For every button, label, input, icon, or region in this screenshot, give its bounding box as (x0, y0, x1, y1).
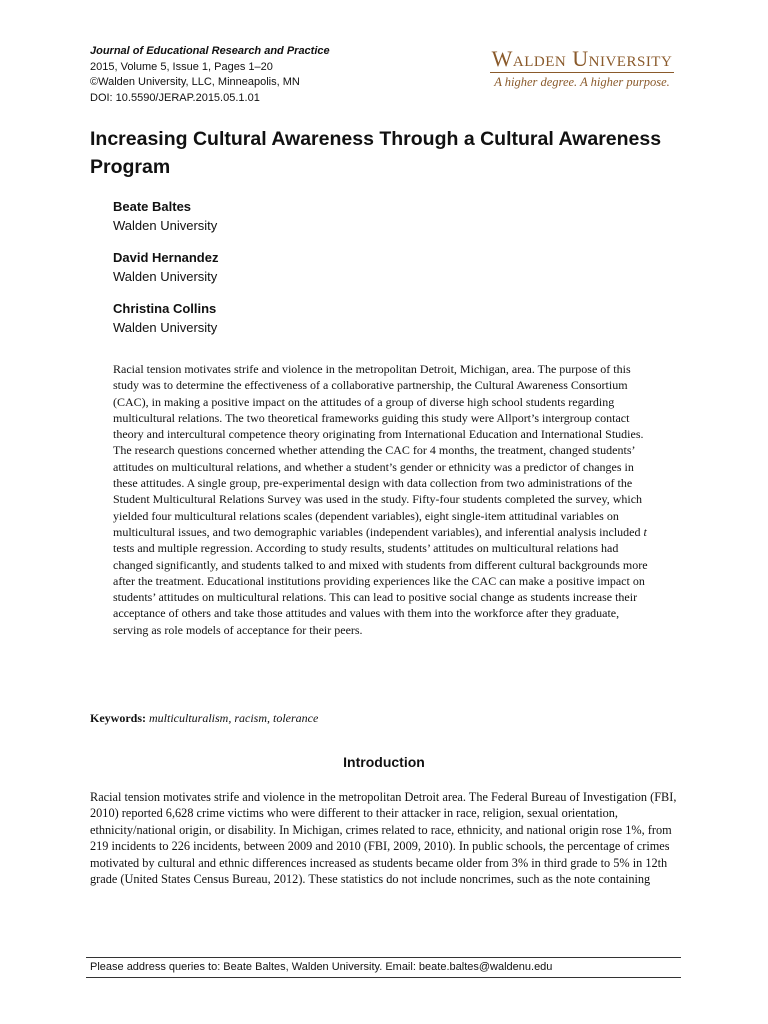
introduction-paragraph: Racial tension motivates strife and violence in the metropolitan Detroit area. The Federal Bureau of Investigation (FBI, 2010) reported 6,628 crime victims who were different to their attacker in race, religion, sexual orientation, ethnicity/national origin, or disability. In Michigan, crimes related to race, ethnicity, and national origin rose 1%, from 219 incidents to 226 incidents, between 2009 and 2010 (FBI, 2009, 2010). In public schools, the percentage of crimes motivated by cultural and ethnic differences increased as students became older from 3% in third grade to 5% in 12th grade (United States Census Bureau, 2012). These statistics do not include noncrimes, such as the note containing (90, 790, 677, 887)
author-name: Beate Baltes (113, 199, 192, 214)
author-entry (113, 299, 218, 337)
abstract-text-part2: tests and multiple regression. According to study results, students’ attitudes on multicultural relations had changed significantly, and students talked to and mixed with students from different cultural backgrounds more after the treatment. Educational institutions providing experiences like the CAC can make a positive impact on students’ attitudes on multicultural relations. This can lead to positive social change as students increase their acceptance of others and take those attitudes and values with them into the workforce after they graduate, serving as role models of acceptance for their peers. (113, 541, 648, 637)
author-affiliation: Walden University (113, 320, 218, 335)
author-affiliation: Walden University (113, 218, 218, 233)
doi-line: DOI: 10.5590/JERAP.2015.05.1.01 (90, 91, 260, 104)
keywords (90, 710, 318, 726)
journal-name: Journal of Educational Research and Practice (90, 45, 330, 57)
author-list (113, 197, 218, 350)
abstract (113, 361, 653, 638)
logo-wordmark: Walden University (491, 46, 673, 71)
journal-header (90, 44, 330, 106)
author-entry (113, 248, 218, 286)
logo-rule (490, 72, 674, 73)
copyright-line: ©Walden University, LLC, Minneapolis, MN (90, 76, 300, 88)
abstract-italic-t: t (643, 524, 647, 539)
section-heading-introduction: Introduction (343, 754, 425, 770)
article-title: Increasing Cultural Awareness Through a Cultural Awareness Program (90, 128, 662, 178)
footer-divider-bottom (86, 977, 681, 978)
author-name: Christina Collins (113, 301, 217, 316)
volume-line: 2015, Volume 5, Issue 1, Pages 1–20 (90, 60, 273, 73)
logo-tagline: A higher degree. A higher purpose. (494, 75, 670, 89)
keywords-values: multiculturalism, racism, tolerance (149, 711, 319, 725)
correspondence-footer: Please address queries to: Beate Baltes, Walden University. Email: beate.baltes@waldenu.edu (90, 961, 553, 973)
walden-university-logo (482, 48, 682, 90)
abstract-text-part1: Racial tension motivates strife and violence in the metropolitan Detroit, Michigan, area. The purpose of this study was to determine the effectiveness of a collaborative partnership, the Cultural Awareness Consortium (CAC), in making a positive impact on the attitudes of a group of diverse high school students regarding multicultural relations. The two theoretical frameworks guiding this study were Allport’s intergroup contact theory and intercultural competence theory originating from International Education and International Studies. The research questions concerned whether attending the CAC for 4 months, the treatment, changed students’ attitudes on multicultural relations, and whether a student’s gender or ethnicity was a predictor of changes in these attitudes. A single group, pre-experimental design with data collection from two administrations of the Student Multicultural Relations Survey was used in the study. Fifty-four students completed the survey, which yielded four multicultural relations scales (dependent variables), eight single-item attitudinal variables on multicultural issues, and two demographic variables (independent variables), and inferential analysis included (113, 362, 644, 539)
author-entry (113, 197, 218, 235)
keywords-label: Keywords: (90, 711, 146, 725)
author-name: David Hernandez (113, 250, 219, 265)
author-affiliation: Walden University (113, 269, 218, 284)
footer-divider-top (86, 957, 681, 958)
